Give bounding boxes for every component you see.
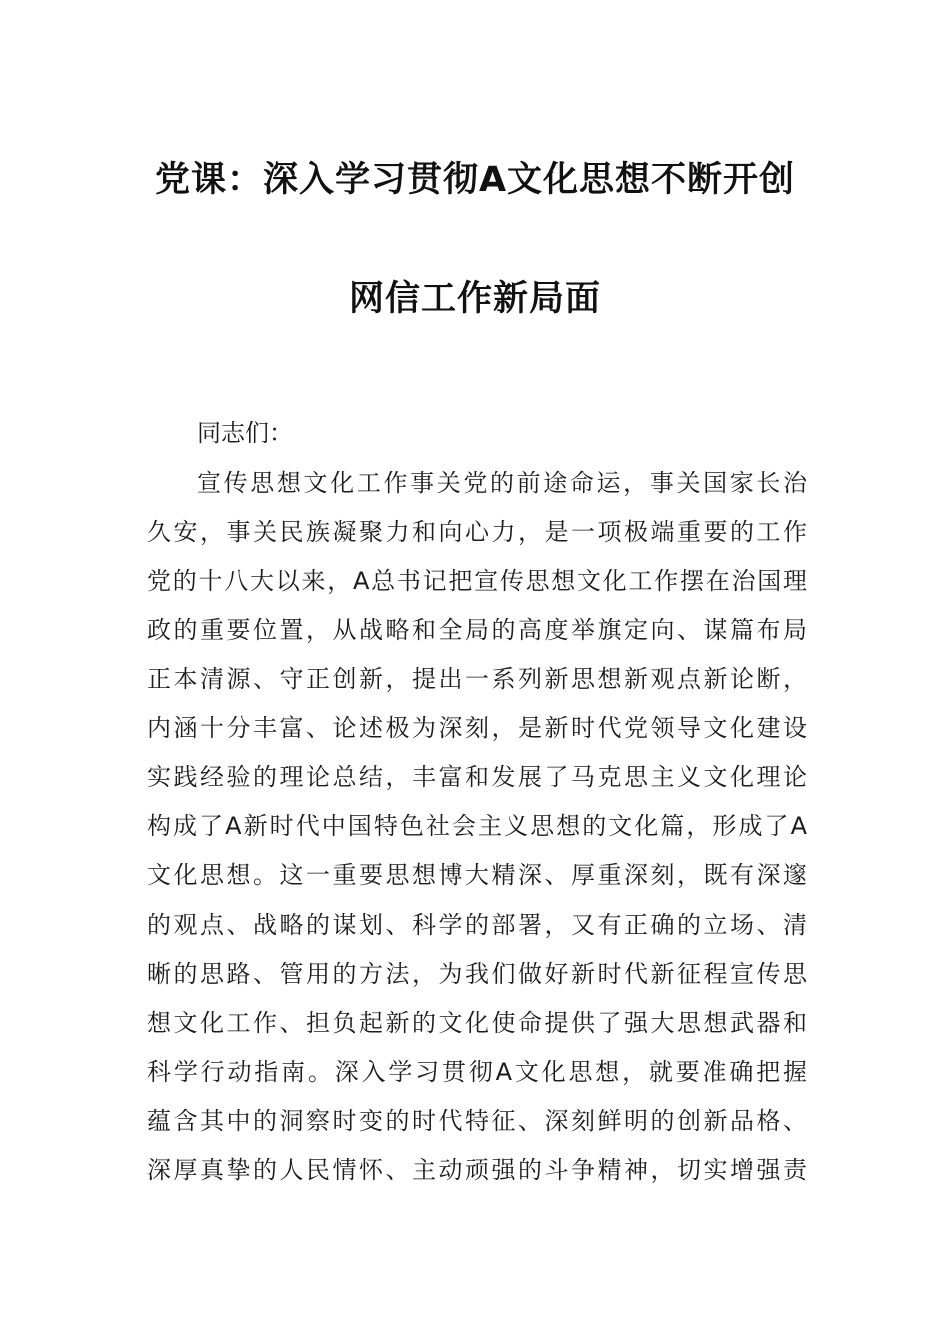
body-line: 党的十八大以来，A总书记把宣传思想文化工作摆在治国理 xyxy=(147,567,807,595)
body-line: 构成了A新时代中国特色社会主义思想的文化篇，形成了A xyxy=(147,812,807,840)
body-line: 宣传思想文化工作事关党的前途命运，事关国家长治 xyxy=(197,469,807,497)
body-line: 的观点、战略的谋划、科学的部署，又有正确的立场、清 xyxy=(147,911,807,939)
body-line: 正本清源、守正创新，提出一系列新思想新观点新论断， xyxy=(147,665,807,693)
body-line: 实践经验的理论总结，丰富和发展了马克思主义文化理论 xyxy=(147,763,807,791)
document-title-line-2: 网信工作新局面 xyxy=(348,279,601,319)
document-title-line-1: 党课：深入学习贯彻A文化思想不断开创 xyxy=(154,160,796,200)
body-line: 晰的思路、管用的方法，为我们做好新时代新征程宣传思 xyxy=(147,960,807,988)
body-line: 政的重要位置，从战略和全局的高度举旗定向、谋篇布局 xyxy=(147,616,807,644)
body-line: 深厚真挚的人民情怀、主动顽强的斗争精神，切实增强责 xyxy=(147,1156,807,1184)
body-line: 内涵十分丰富、论述极为深刻，是新时代党领导文化建设 xyxy=(147,714,807,742)
body-line: 久安，事关民族凝聚力和向心力，是一项极端重要的工作 xyxy=(147,518,807,546)
body-line: 文化思想。这一重要思想博大精深、厚重深刻，既有深邃 xyxy=(147,861,807,889)
salutation: 同志们： xyxy=(197,419,293,447)
body-line: 想文化工作、担负起新的文化使命提供了强大思想武器和 xyxy=(147,1009,807,1037)
body-line: 蕴含其中的洞察时变的时代特征、深刻鲜明的创新品格、 xyxy=(147,1107,807,1135)
body-line: 科学行动指南。深入学习贯彻A文化思想，就要准确把握 xyxy=(147,1058,807,1086)
